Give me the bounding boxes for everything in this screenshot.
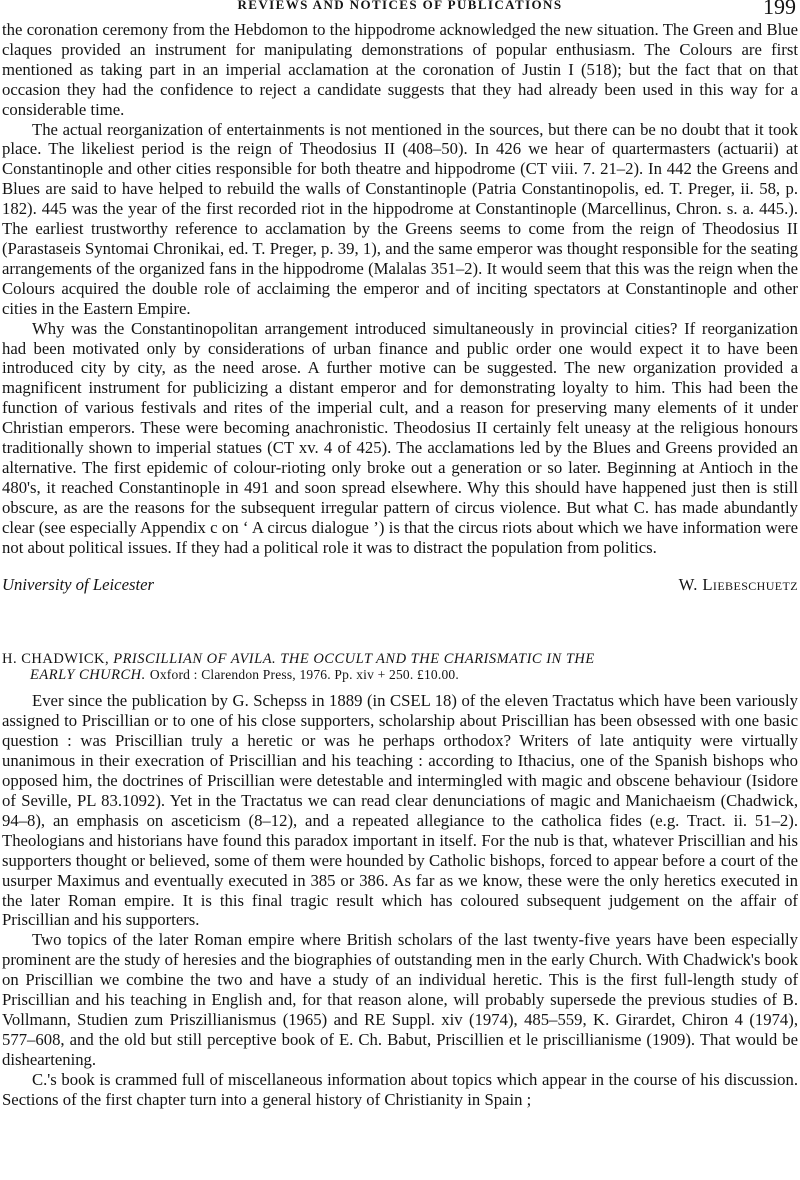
review-signature bbox=[2, 575, 798, 595]
reviewer-name: W. Liebeschuetz bbox=[678, 575, 798, 595]
review-liebeschuetz-continued bbox=[2, 20, 798, 595]
book-author: H. CHADWICK, bbox=[2, 651, 110, 668]
paragraph: the coronation ceremony from the Hebdomon to the hippodrome acknowledged the new situation. The Green and Blue claques provided an instrument for manipulating demonstrations of popular enthusiasm. The Colours are first mentioned as taking part in an imperial acclamation at the coronation of Justin I (518); but the fact that on that occasion they had the confidence to reject a candidate suggests that they had already been used in this way for a considerable time. bbox=[2, 20, 798, 119]
page-header bbox=[0, 0, 800, 22]
running-head: REVIEWS AND NOTICES OF PUBLICATIONS bbox=[237, 0, 563, 12]
review-text bbox=[2, 691, 798, 1109]
paragraph: The actual reorganization of entertainments is not mentioned in the sources, but there can be no doubt that it took place. The likeliest period is the reign of Theodosius II (408–50). In 426 we hear of quartermasters (actuarii) at Constantinople and other cities responsible for both theatre and hippodrome (CT viii. 7. 21–2). In 442 the Greens and Blues are said to have helped to rebuild the walls of Constantinople (Patria Constantinopolis, ed. T. Preger, ii. 58, p. 182). 445 was the year of the first recorded riot in the hippodrome at Constantinople (Marcellinus, Chron. s. a. 445.). The earliest trustworthy reference to acclamation by the Greens seems to come from the reign of Theodosius II (Parastaseis Syntomai Chronikai, ed. T. Preger, p. 39, 1), and the same emperor was thought responsible for the seating arrangements of the organized fans in the hippodrome (Malalas 351–2). It would seem that this was the reign when the Colours acquired the double role of acclaiming the emperor and of inciting spectators at Constantinople and other cities in the Eastern Empire. bbox=[2, 119, 798, 318]
paragraph: Why was the Constantinopolitan arrangement introduced simultaneously in provincial cities? If reorganization had been motivated only by considerations of urban finance and public order one would expect it to have been introduced city by city, as the need arose. A further motive can be suggested. The new organization provided a magnificent instrument for publicizing a distant emperor and for demonstrating loyalty to him. This had been the function of various festivals and rites of the imperial cult, and a reason for preserving many elements of it under Christian emperors. These were becoming anachronistic. Theodosius II certainly felt uneasy at the religious honours traditionally shown to imperial statues (CT xv. 4 of 425). The acclamations led by the Blues and Greens provided an alternative. The first epidemic of colour-rioting only broke out a generation or so later. Beginning at Antioch in the 480's, it reached Constantinople in 491 and soon spread elsewhere. Why this should have happened just then is still obscure, as are the reasons for the subsequent irregular pattern of circus violence. But what C. has made abundantly clear (see especially Appendix c on ‘ A circus dialogue ’) is that the circus riots about which we have information were not about political issues. If they had a political role it was to distract the population from politics. bbox=[2, 318, 798, 557]
paragraph: Ever since the publication by G. Schepss in 1889 (in CSEL 18) of the eleven Tractatus which have been variously assigned to Priscillian or to one of his close supporters, scholarship about Priscillian has been obsessed with one basic question : was Priscillian truly a heretic or was he perhaps orthodox? Writers of late antiquity were virtually unanimous in their execration of Priscillian and his teaching : according to Ithacius, one of the Spanish bishops who opposed him, the doctrines of Priscillian were detestable and intermingled with magic and obscene behaviour (Isidore of Seville, PL 83.1092). Yet in the Tractatus we can read clear denunciations of magic and Manichaeism (Chadwick, 94–8), an emphasis on asceticism (8–12), and a repeated allegiance to the catholica fides (e.g. Tract. ii. 51–2). Theologians and historians have found this paradox important in itself. For the nub is that, whatever Priscillian and his supporters thought or believed, some of them were hounded by Catholic bishops, forced to appear before a court of the usurper Maximus and eventually executed in 385 or 386. As far as we know, these were the only heretics executed in the later Roman empire. It is this final tragic result which has coloured subsequent judgement on the affair of Priscillian and his supporters. bbox=[2, 691, 798, 930]
paragraph: Two topics of the later Roman empire where British scholars of the last twenty-five years have been especially prominent are the study of heresies and the biographies of outstanding men in the early Church. With Chadwick's book on Priscillian we combine the two and have a study of an individual heretic. This is the first full-length study of Priscillian and his teaching in English and, for that reason alone, will probably supersede the previous studies of B. Vollmann, Studien zum Priszillianismus (1965) and RE Suppl. xiv (1974), 485–559, K. Girardet, Chiron 4 (1974), 577–608, and the old but still perceptive book of E. Ch. Babut, Priscillien et le priscillianisme (1909). That would be disheartening. bbox=[2, 930, 798, 1069]
page-number: 199 bbox=[763, 0, 796, 19]
page-body bbox=[2, 20, 798, 1110]
publication-details: Oxford : Clarendon Press, 1976. Pp. xiv + 250. £10.00. bbox=[149, 667, 459, 683]
reviewer-affiliation: University of Leicester bbox=[2, 575, 155, 595]
book-title-line-2: EARLY CHURCH. bbox=[30, 667, 146, 684]
review-chadwick-priscillian bbox=[2, 651, 798, 1109]
book-title-line-1: PRISCILLIAN OF AVILA. THE OCCULT AND THE CHARISMATIC IN THE bbox=[113, 651, 595, 668]
review-heading bbox=[2, 651, 798, 683]
paragraph: C.'s book is crammed full of miscellaneous information about topics which appear in the course of his discussion. Sections of the first chapter turn into a general history of Christianity in Spain ; bbox=[2, 1069, 798, 1109]
